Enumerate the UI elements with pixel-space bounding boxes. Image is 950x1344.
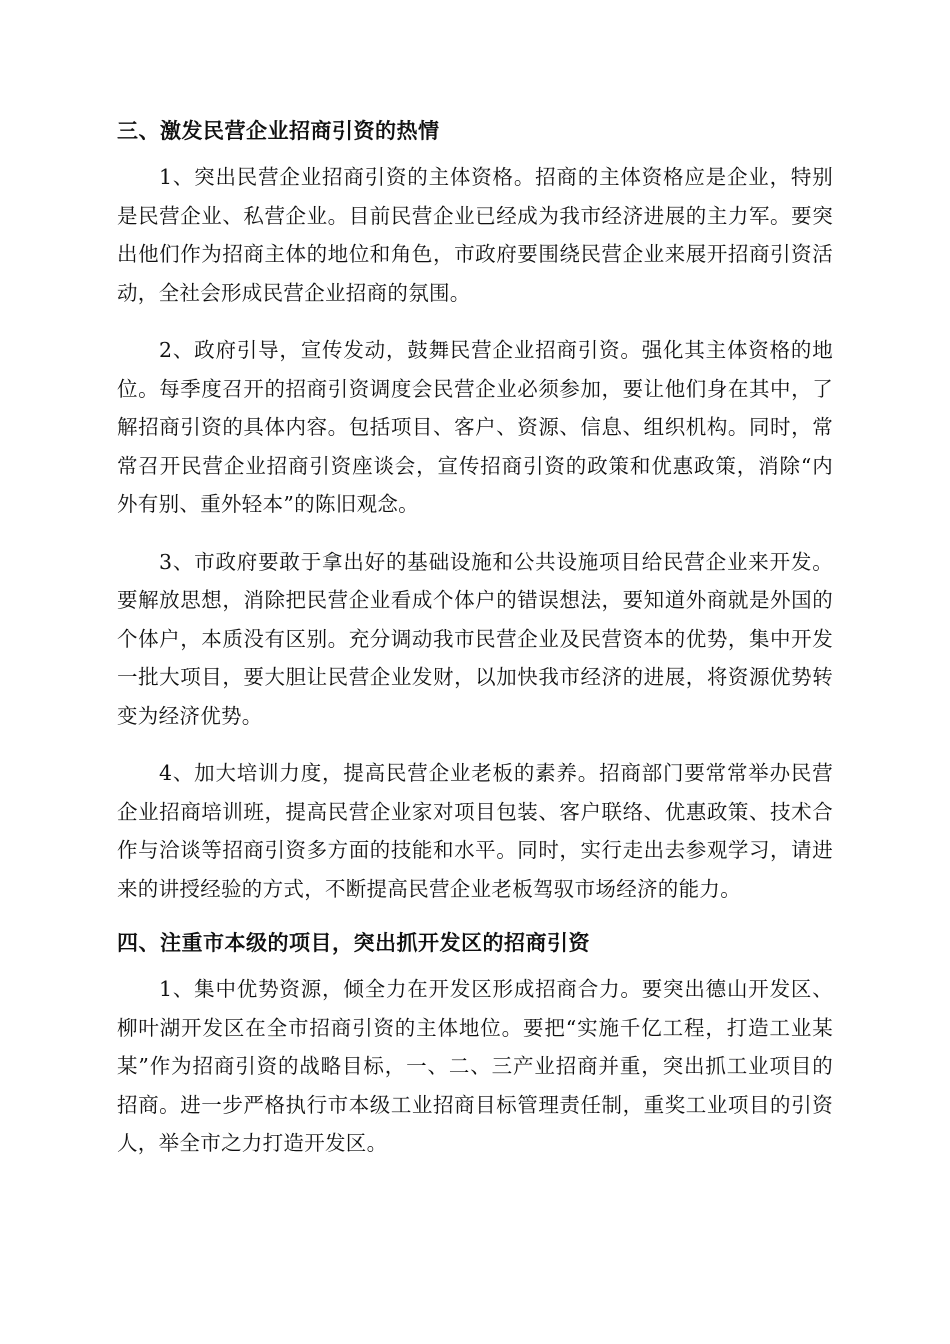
section-heading: 三、激发民营企业招商引资的热情 <box>117 119 440 143</box>
paragraph: 1、集中优势资源，倾全力在开发区形成招商合力。要突出德山开发区、柳叶湖开发区在全市招商引资的主体地位。要把“实施千亿工程，打造工业某某”作为招商引资的战略目标，一、二、三产业招商并重，突出抓工业项目的招商。进一步严格执行市本级工业招商目标管理责任制，重奖工业项目的引资人，举全市之力打造开发区。 <box>117 977 833 1155</box>
section-3 <box>117 112 833 908</box>
paragraph: 2、政府引导，宣传发动，鼓舞民营企业招商引资。强化其主体资格的地位。每季度召开的招商引资调度会民营企业必须参加，要让他们身在其中，了解招商引资的具体内容。包括项目、客户、资源、信息、组织机构。同时，常常召开民营企业招商引资座谈会，宣传招商引资的政策和优惠政策，消除“内外有别、重外轻本”的陈旧观念。 <box>117 338 833 516</box>
paragraph: 4、加大培训力度，提高民营企业老板的素养。招商部门要常常举办民营企业招商培训班，提高民营企业家对项目包装、客户联络、优惠政策、技术合作与洽谈等招商引资多方面的技能和水平。同时，实行走出去参观学习，请进来的讲授经验的方式，不断提高民营企业老板驾驭市场经济的能力。 <box>117 761 833 901</box>
paragraph: 1、突出民营企业招商引资的主体资格。招商的主体资格应是企业，特别是民营企业、私营企业。目前民营企业已经成为我市经济进展的主力军。要突出他们作为招商主体的地位和角色，市政府要围绕民营企业来展开招商引资活动，全社会形成民营企业招商的氛围。 <box>117 165 833 305</box>
section-4 <box>117 924 833 1163</box>
document-page <box>117 112 833 1182</box>
paragraph: 3、市政府要敢于拿出好的基础设施和公共设施项目给民营企业来开发。要解放思想，消除把民营企业看成个体户的错误想法，要知道外商就是外国的个体户，本质没有区别。充分调动我市民营企业及民营资本的优势，集中开发一批大项目，要大胆让民营企业发财，以加快我市经济的进展，将资源优势转变为经济优势。 <box>117 549 833 728</box>
section-heading: 四、注重市本级的项目，突出抓开发区的招商引资 <box>117 931 590 955</box>
